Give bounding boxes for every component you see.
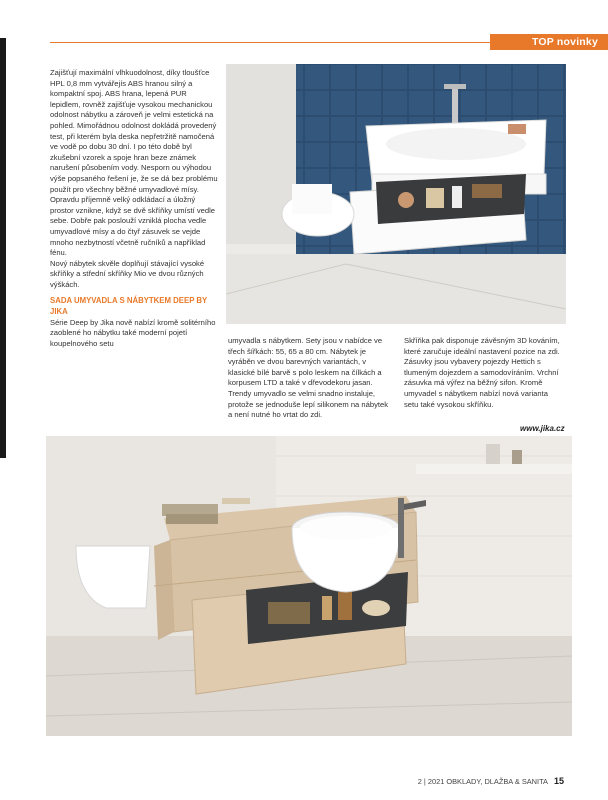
oak-vanity-illustration [46, 436, 572, 736]
paragraph: umyvadla s nábytkem. Sety jsou v nabídce ve třech šířkách: 55, 65 a 80 cm. Nábytek je vyráběn ve dvou barevných variantách, v klasické bílé barvě s polo leskem na čílkách a korpusem LTD a také v dřevodekoru jasan. Trendy umyvadlo se velmi snadno instaluje, protože se jednoduše lepí silikonem na nábytek a není nutné ho vrtat do zdi. [228, 336, 388, 420]
paragraph: Série Deep by Jika nově nabízí kromě solitérního zaoblené ho nábytku také moderní pojetí koupelnového setu [50, 317, 216, 348]
issue-label: 2 | 2021 OBKLADY, DLAŽBA & SANITA [417, 777, 548, 786]
paragraph: Nový nábytek skvěle doplňují stávající vysoké skříňky a střední skříňky Mio ve dvou různých výškách. [50, 258, 205, 289]
edge-marker [0, 38, 6, 458]
rubric-rule [50, 42, 490, 43]
paragraph: Skříňka pak disponuje závěsným 3D kováním, které zaručuje ideální nastavení pozice na zdi. Zásuvky jsou vybavery pojezdy Hettich s tlumeným dojezdem a samodovíráním. Vrchní zásuvka má výřez na běžný sifon. Kromě umyvadel s nábytkem nabízí nová varianta setu také vysokou skříňku. [404, 336, 560, 409]
paragraph: Opravdu příjemně velký odkládací a úložný prostor vznikne, když se dvě skříňky umístí vedle sebe. Dobře pak poslouží vzniklá plocha vedle umyvadlové mísy a do čtyř zásuvek se vejde mnoho nezbytností včetně ručníků a například fénu. [50, 195, 216, 258]
rubric-label: TOP novinky [532, 36, 598, 48]
text-column-2 [228, 336, 388, 421]
text-column-1 [50, 68, 218, 349]
photo-white-vanity [226, 64, 566, 324]
section-heading: SADA UMYVADLA S NÁBYTKEM DEEP BY JIKA [50, 296, 208, 317]
white-vanity-illustration [226, 64, 566, 324]
photo-oak-vanity [46, 436, 572, 736]
text-column-3 [404, 336, 564, 410]
page-number: 15 [553, 776, 564, 786]
paragraph: Zajišťují maximální vlhkuodolnost, díky tloušťce HPL 0,8 mm vytvářejís ABS hranou silný a kompaktní spoj. ABS hrana, lepená PUR lepidlem, rovněž zajišťuje vysokou mechanickou odolnost nábytku a zároveň je velmi estetická na pohled. Mimořádnou odolnost dokládá provedený test, při kterém byla deska nepřetržitě namočená ve vodě po dobu 30 dní. I po této době byl zkušební vzorek a spoje hran beze známek narušení působením vody. Nesporn ou výhodou výše popsaného řešení je, že se dá bez problému použít pro všechny běžné umyvadlové mísy. [50, 68, 218, 194]
website-link[interactable]: www.jika.cz [520, 424, 565, 433]
page-footer [418, 776, 564, 786]
section-rubric [490, 34, 608, 50]
